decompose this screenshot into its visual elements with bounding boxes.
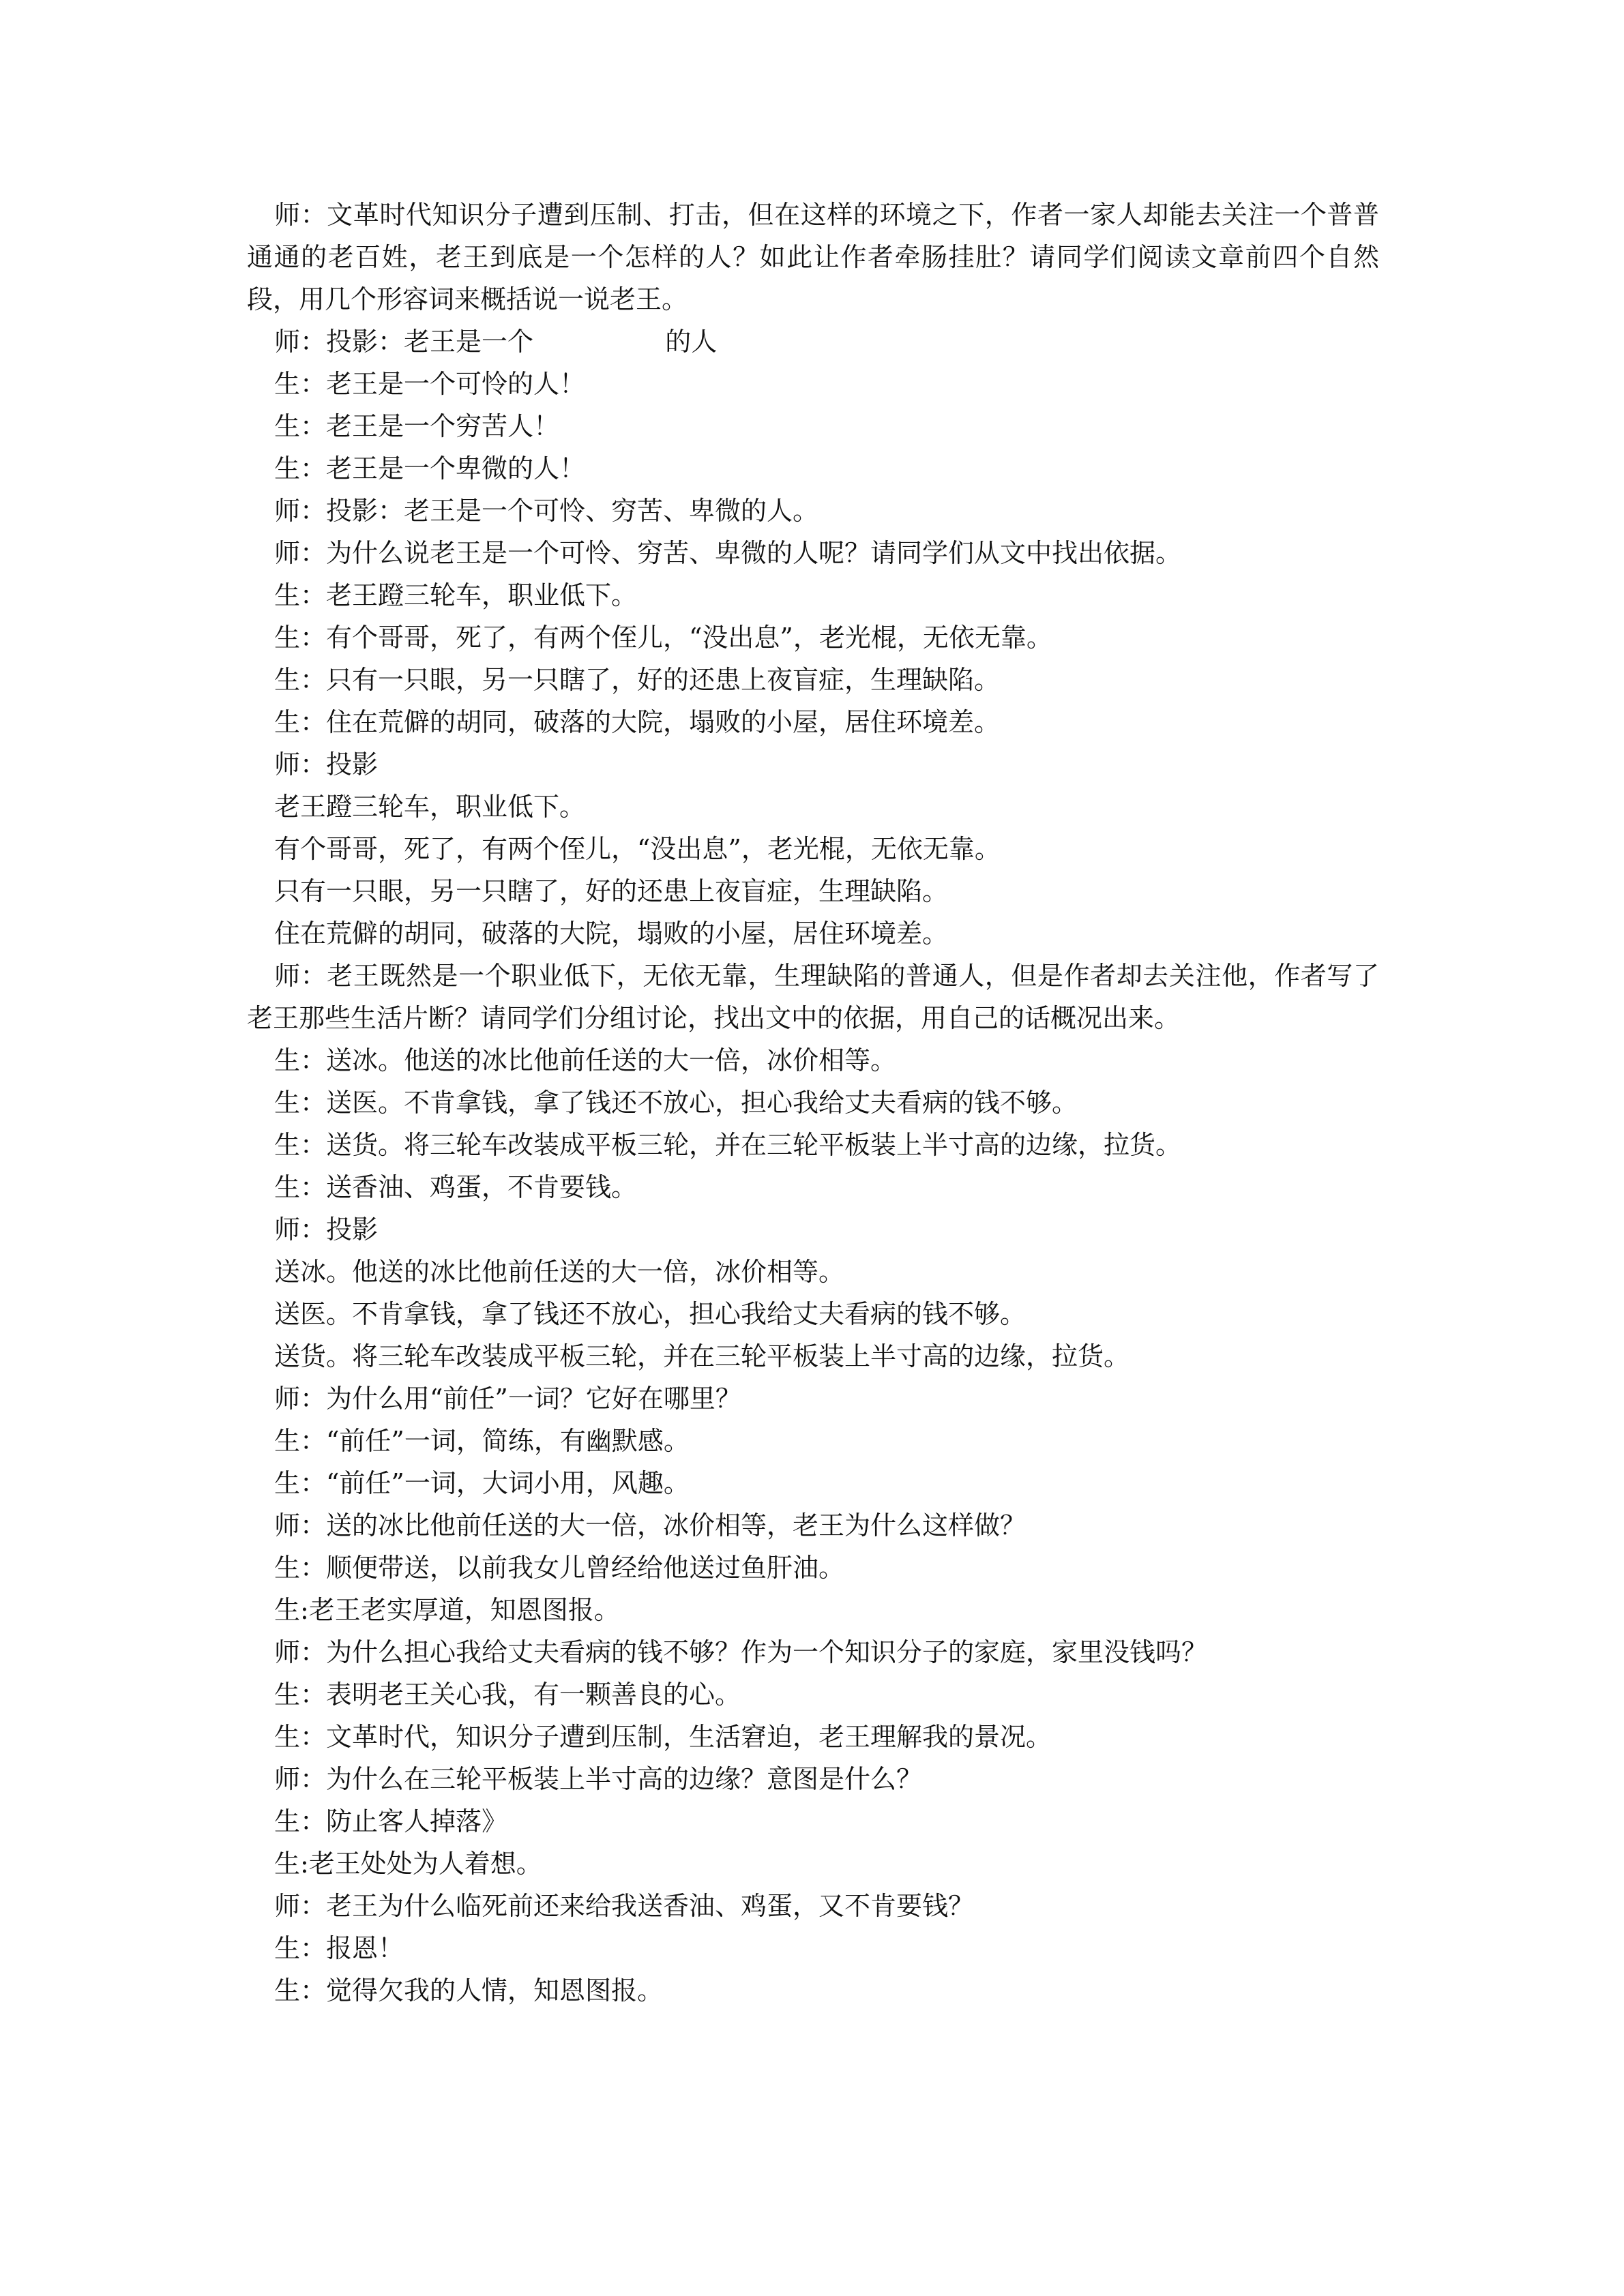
paragraph: 师：老王既然是一个职业低下，无依无靠，生理缺陷的普通人，但是作者却去关注他，作者写了老王那些生活片断？请同学们分组讨论，找出文中的依据，用自己的话概况出来。 bbox=[247, 961, 1379, 1033]
paragraph: 师：老王为什么临死前还来给我送香油、鸡蛋，又不肯要钱？ bbox=[274, 1891, 975, 1921]
paragraph: 生:老王处处为人着想。 bbox=[274, 1849, 542, 1879]
paragraph: 生：“前任”一词，大词小用，风趣。 bbox=[274, 1468, 690, 1498]
paragraph: 师：投影 bbox=[274, 749, 379, 779]
paragraph: 生：老王是一个穷苦人！ bbox=[274, 411, 560, 441]
paragraph: 师：投影：老王是一个 的人 bbox=[274, 327, 718, 357]
paragraph: 师：为什么用“前任”一词？它好在哪里？ bbox=[274, 1384, 741, 1414]
paragraph: 生：“前任”一词，简练，有幽默感。 bbox=[274, 1426, 690, 1456]
paragraph: 师：为什么在三轮平板装上半寸高的边缘？意图是什么？ bbox=[274, 1764, 923, 1794]
paragraph: 师：为什么说老王是一个可怜、穷苦、卑微的人呢？请同学们从文中找出依据。 bbox=[274, 538, 1182, 568]
paragraph: 师：为什么担心我给丈夫看病的钱不够？作为一个知识分子的家庭，家里没钱吗？ bbox=[274, 1637, 1208, 1667]
paragraph: 生：觉得欠我的人情，知恩图报。 bbox=[274, 1976, 664, 2006]
paragraph: 送货。将三轮车改装成平板三轮，并在三轮平板装上半寸高的边缘，拉货。 bbox=[274, 1341, 1130, 1371]
paragraph: 生：送香油、鸡蛋，不肯要钱。 bbox=[274, 1172, 638, 1202]
paragraph: 老王蹬三轮车，职业低下。 bbox=[274, 792, 586, 822]
paragraph: 送冰。他送的冰比他前任送的大一倍，冰价相等。 bbox=[274, 1257, 845, 1287]
paragraph: 生：送货。将三轮车改装成平板三轮，并在三轮平板装上半寸高的边缘，拉货。 bbox=[274, 1130, 1182, 1160]
lesson-transcript bbox=[247, 194, 1379, 2012]
paragraph: 师：文革时代知识分子遭到压制、打击，但在这样的环境之下，作者一家人却能去关注一个普普通通的老百姓，老王到底是一个怎样的人？如此让作者牵肠挂肚？请同学们阅读文章前四个自然段，用几个形容词来概括说一说老王。 bbox=[247, 200, 1379, 314]
paragraph: 只有一只眼，另一只瞎了，好的还患上夜盲症，生理缺陷。 bbox=[274, 876, 949, 906]
paragraph: 生：有个哥哥，死了，有两个侄儿，“没出息”，老光棍，无依无靠。 bbox=[274, 623, 1052, 653]
paragraph: 师：送的冰比他前任送的大一倍，冰价相等，老王为什么这样做？ bbox=[274, 1510, 1027, 1540]
paragraph: 生：送冰。他送的冰比他前任送的大一倍，冰价相等。 bbox=[274, 1045, 897, 1075]
paragraph: 生:老王老实厚道，知恩图报。 bbox=[274, 1595, 620, 1625]
paragraph: 生：表明老王关心我，有一颗善良的心。 bbox=[274, 1680, 741, 1710]
paragraph: 有个哥哥，死了，有两个侄儿，“没出息”，老光棍，无依无靠。 bbox=[274, 834, 1001, 864]
paragraph: 送医。不肯拿钱，拿了钱还不放心，担心我给丈夫看病的钱不够。 bbox=[274, 1299, 1027, 1329]
paragraph: 生：送医。不肯拿钱，拿了钱还不放心，担心我给丈夫看病的钱不够。 bbox=[274, 1088, 1078, 1118]
paragraph: 生：文革时代，知识分子遭到压制，生活窘迫，老王理解我的景况。 bbox=[274, 1722, 1052, 1752]
paragraph: 生：老王是一个卑微的人！ bbox=[274, 453, 586, 483]
paragraph: 住在荒僻的胡同，破落的大院，塌败的小屋，居住环境差。 bbox=[274, 919, 949, 949]
paragraph: 生：老王蹬三轮车，职业低下。 bbox=[274, 580, 638, 610]
paragraph: 师：投影 bbox=[274, 1214, 379, 1244]
paragraph: 生：只有一只眼，另一只瞎了，好的还患上夜盲症，生理缺陷。 bbox=[274, 665, 1001, 695]
paragraph: 师：投影：老王是一个可怜、穷苦、卑微的人。 bbox=[274, 496, 819, 526]
paragraph: 生：防止客人掉落》 bbox=[274, 1806, 508, 1836]
paragraph: 生：住在荒僻的胡同，破落的大院，塌败的小屋，居住环境差。 bbox=[274, 707, 1001, 737]
paragraph: 生：报恩！ bbox=[274, 1933, 404, 1963]
paragraph: 生：顺便带送，以前我女儿曾经给他送过鱼肝油。 bbox=[274, 1553, 845, 1583]
paragraph: 生：老王是一个可怜的人！ bbox=[274, 369, 586, 399]
